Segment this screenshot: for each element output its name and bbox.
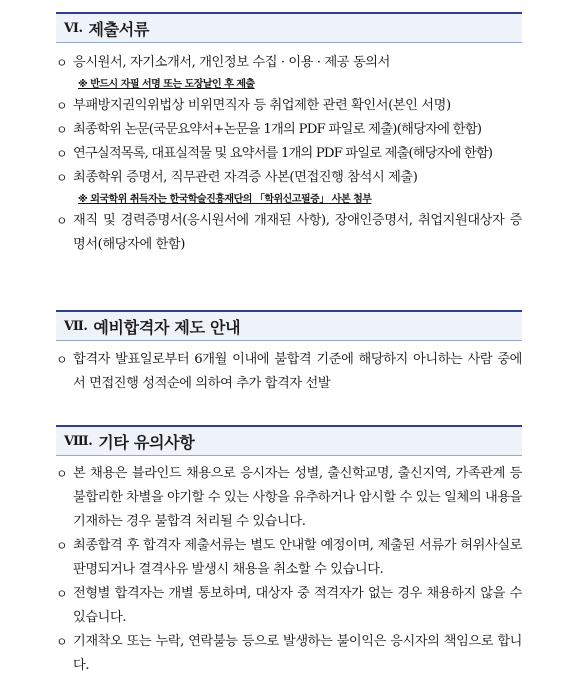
note-foreign-degree: ※ 외국학위 취득자는 한국학술진흥재단의 「학위신고필증」 사본 첨부: [78, 194, 372, 205]
bullet-icon: ㅇ: [56, 147, 67, 161]
list-item: ㅇ 합격자 발표일로부터 6개월 이내에 불합격 기준에 해당하지 아니하는 사람 중에서 면접진행 성적순에 의하여 추가 합격자 선발: [56, 348, 522, 396]
bullet-icon: ㅇ: [56, 214, 68, 228]
bullet-icon: ㅇ: [56, 539, 68, 553]
bullet-icon: ㅇ: [56, 635, 68, 649]
section-title: 예비합격자 제도 안내: [93, 317, 241, 337]
section-title: 제출서류: [88, 19, 150, 39]
section-number: Ⅵ.: [64, 20, 83, 36]
note-signature: ※ 반드시 자필 서명 또는 도장날인 후 제출: [78, 79, 255, 90]
list-item: ㅇ 최종학위 논문(국문요약서+논문을 1개의 PDF 파일로 제출)(해당자에 한함): [56, 118, 522, 142]
section-submission-documents: [56, 12, 522, 257]
list-item: ㅇ 부패방지권익위법상 비위면직자 등 취업제한 관련 확인서(본인 서명): [56, 94, 522, 118]
list-item: ㅇ 본 채용은 블라인드 채용으로 응시자는 성별, 출신학교명, 출신지역, 가족관계 등 불합리한 차별을 야기할 수 있는 사항을 유추하거나 암시할 수 있는 일체의 내용을 기재하는 경우 불합격 처리될 수 있습니다.: [56, 462, 522, 534]
list-item: ㅇ 전형별 합격자는 개별 통보하며, 대상자 중 적격자가 없는 경우 채용하지 않을 수 있습니다.: [56, 582, 522, 630]
bullet-icon: ㅇ: [56, 171, 68, 185]
section-reserve-candidates: [56, 310, 522, 396]
list-item: ㅇ 연구실적목록, 대표실적물 및 요약서를 1개의 PDF 파일로 제출(해당자에 한함): [56, 142, 522, 166]
section-header: [56, 425, 522, 456]
list-item: ㅇ 최종학위 증명서, 직무관련 자격증 사본(면접진행 참석시 제출): [56, 166, 522, 190]
bullet-icon: ㅇ: [56, 123, 67, 137]
section-header: [56, 310, 522, 341]
bullet-icon: ㅇ: [56, 99, 68, 113]
section-number: Ⅶ.: [64, 318, 88, 334]
bullet-icon: ㅇ: [56, 56, 68, 70]
section-number: Ⅷ.: [64, 433, 93, 449]
bullet-icon: ㅇ: [56, 467, 68, 481]
list-item: ㅇ 재직 및 경력증명서(응시원서에 개재된 사항), 장애인증명서, 취업지원대상자 증명서(해당자에 한함): [56, 209, 522, 257]
list-item: ㅇ 최종합격 후 합격자 제출서류는 별도 안내할 예정이며, 제출된 서류가 허위사실로 판명되거나 결격사유 발생시 채용을 취소할 수 있습니다.: [56, 534, 522, 582]
bullet-icon: ㅇ: [56, 587, 68, 601]
section-title: 기타 유의사항: [98, 432, 195, 452]
section-header: [56, 12, 522, 43]
section-other-notes: [56, 425, 522, 678]
list-item: ㅇ 기재착오 또는 누락, 연락불능 등으로 발생하는 불이익은 응시자의 책임으로 합니다.: [56, 630, 522, 678]
list-item: ㅇ 응시원서, 자기소개서, 개인정보 수집 · 이용 · 제공 동의서: [56, 51, 522, 75]
bullet-icon: ㅇ: [56, 353, 68, 367]
